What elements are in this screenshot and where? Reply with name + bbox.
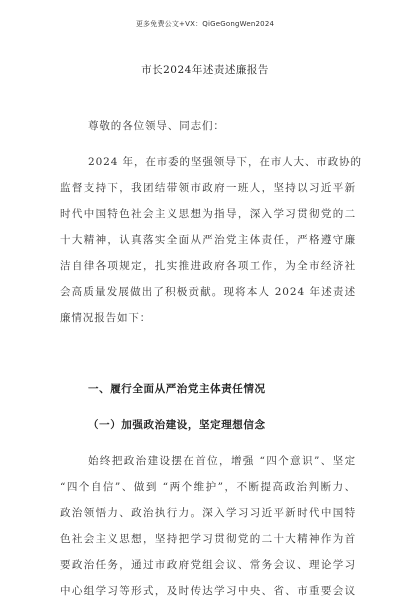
paragraph-line: 时代中国特色社会主义思想为指导，深入学习贯彻党的二 [60,208,356,220]
paragraph-line: 要政治任务，通过市政府党组会议、常务会议、理论学习 [60,559,356,571]
section-heading: 一、履行全面从严治党主体责任情况 [88,383,266,395]
paragraph-line: 中心组学习等形式，及时传达学习中央、省、市重要会议 [60,585,356,597]
paragraph-line: 色社会主义思想，坚持把学习贯彻党的二十大精神作为首 [60,533,356,545]
paragraph-line: 始终把政治建设摆在首位，增强 “四个意识”、坚定 [88,455,356,467]
paragraph-line: 监督支持下，我团结带领市政府一班人，坚持以习近平新 [60,182,356,194]
header-note: 更多免费公文+VX：QiGeGongWen2024 [135,20,275,28]
paragraph-line: 政治领悟力、政治执行力。深入学习习近平新时代中国特 [60,507,356,519]
document-title: 市长2024年述责述廉报告 [141,64,269,76]
paragraph-line: 2024 年，在市委的坚强领导下，在市人大、市政协的 [88,156,362,168]
paragraph-line: 会高质量发展做出了积极贡献。现将本人 2024 年述责述 [60,286,356,298]
paragraph-line: 廉情况报告如下： [60,312,152,324]
paragraph-line: 洁自律各项规定，扎实推进政府各项工作，为全市经济社 [60,260,356,272]
subsection-heading: （一）加强政治建设，坚定理想信念 [88,419,266,431]
salutation: 尊敬的各位领导、同志们： [88,120,225,132]
paragraph-line: “四个自信”、做到 “两个维护”，不断提高政治判断力、 [60,481,356,493]
paragraph-line: 十大精神，认真落实全面从严治党主体责任，严格遵守廉 [60,234,356,246]
